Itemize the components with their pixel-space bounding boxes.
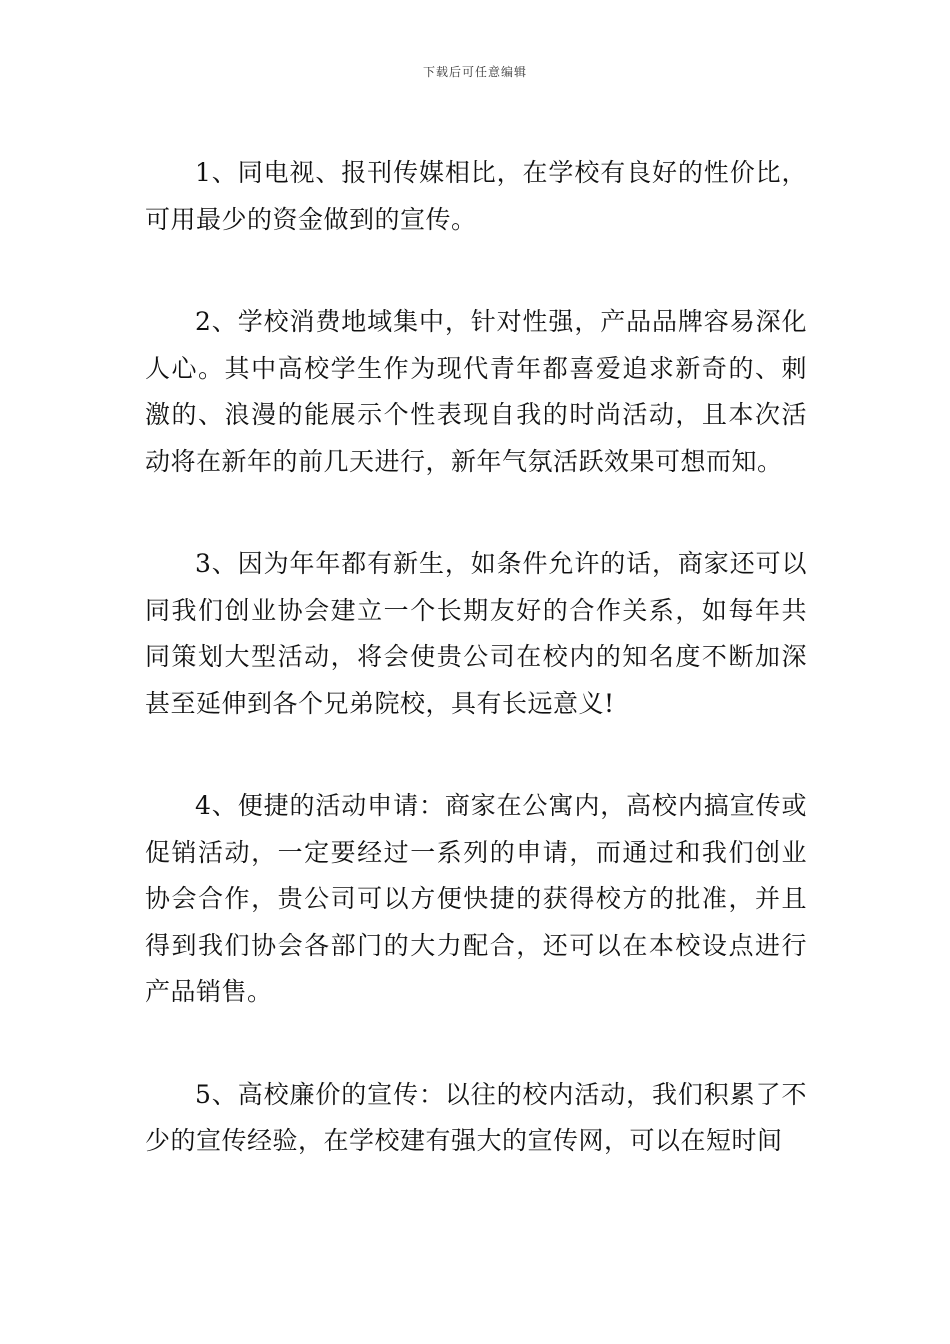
page-header: 下载后可任意编辑 bbox=[422, 65, 527, 79]
paragraph-4: 4、便捷的活动申请：商家在公寓内，高校内搞宣传或促销活动，一定要经过一系列的申请，而通过和我们创业协会合作，贵公司可以方便快捷的获得校方的批准，并且得到我们协会各部门的大力配合，还可以在本校设点进行产品销售。 bbox=[145, 791, 807, 1006]
paragraph-1: 1、同电视、报刊传媒相比，在学校有良好的性价比，可用最少的资金做到的宣传。 bbox=[145, 158, 807, 234]
document-body bbox=[145, 150, 807, 1221]
paragraph-5: 5、高校廉价的宣传：以往的校内活动，我们积累了不少的宣传经验，在学校建有强大的宣传网，可以在短时间 bbox=[145, 1079, 807, 1155]
paragraph-3: 3、因为年年都有新生，如条件允许的话，商家还可以同我们创业协会建立一个长期友好的合作关系，如每年共同策划大型活动，将会使贵公司在校内的知名度不断加深甚至延伸到各个兄弟院校，具有长远意义! bbox=[145, 549, 807, 718]
paragraph-2: 2、学校消费地域集中，针对性强，产品品牌容易深化人心。其中高校学生作为现代青年都喜爱追求新奇的、刺激的、浪漫的能展示个性表现自我的时尚活动，且本次活动将在新年的前几天进行，新年气氛活跃效果可想而知。 bbox=[145, 307, 807, 476]
